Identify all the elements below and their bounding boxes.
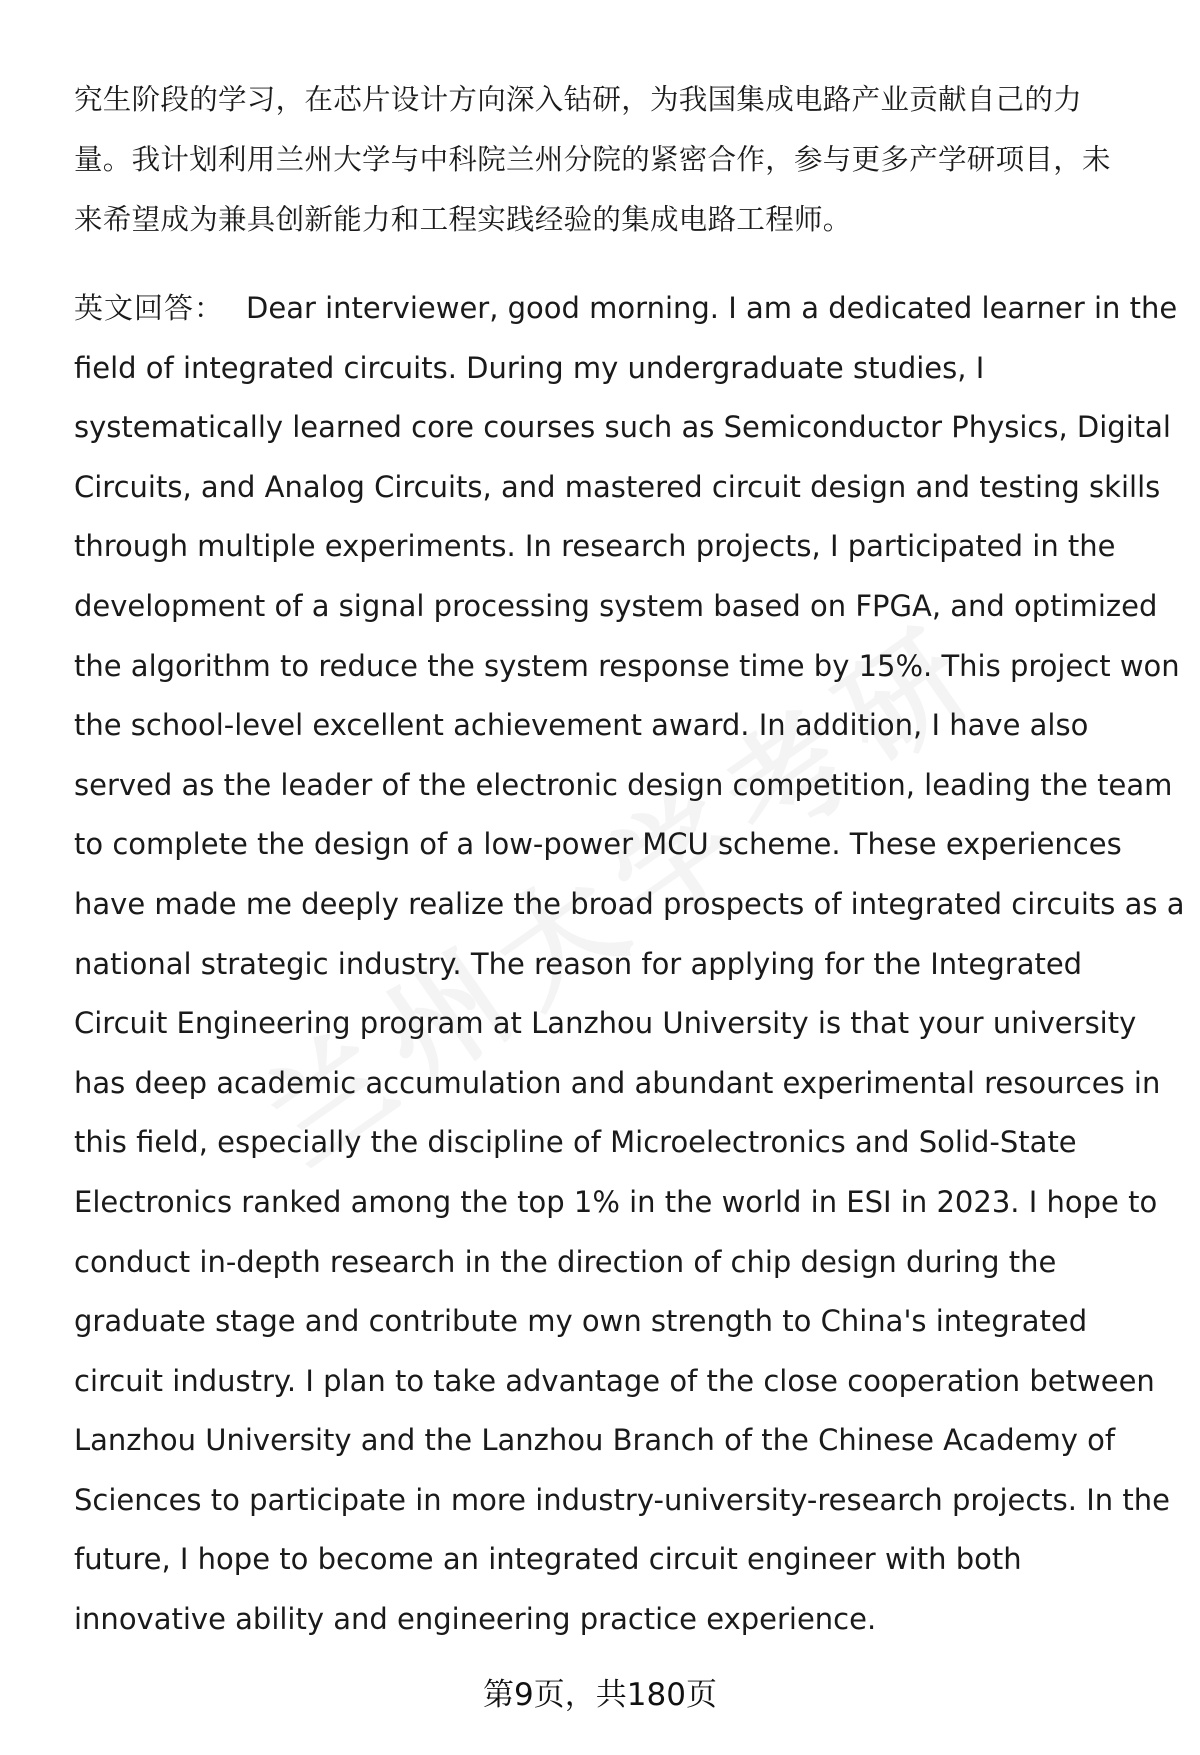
- paragraph-line: the school-level excellent achievement award. In addition, I have also: [74, 708, 1089, 743]
- paragraph-line: field of integrated circuits. During my undergraduate studies, I: [74, 350, 985, 385]
- paragraph-line: [74, 279, 1178, 339]
- paragraph-line: 量。我计划利用兰州大学与中科院兰州分院的紧密合作，参与更多产学研项目，未: [74, 143, 1111, 176]
- paragraph-line: graduate stage and contribute my own strength to China's integrated: [74, 1304, 1088, 1339]
- paragraph-line: 究生阶段的学习，在芯片设计方向深入钻研，为我国集成电路产业贡献自己的力: [74, 83, 1083, 116]
- page-number-footer: 第9页，共180页: [483, 1677, 717, 1713]
- chinese-paragraph: [74, 70, 1154, 250]
- paragraph-line: development of a signal processing system based on FPGA, and optimized: [74, 588, 1158, 623]
- paragraph-line: has deep academic accumulation and abundant experimental resources in: [74, 1065, 1161, 1100]
- paragraph-line: innovative ability and engineering practice experience.: [74, 1602, 877, 1637]
- paragraph-line: Circuit Engineering program at Lanzhou University is that your university: [74, 1006, 1137, 1041]
- paragraph-line-text: Dear interviewer, good morning. I am a dedicated learner in the: [246, 291, 1178, 325]
- paragraph-line: have made me deeply realize the broad prospects of integrated circuits as a: [74, 886, 1185, 921]
- paragraph-line: Sciences to participate in more industry-university-research projects. In the: [74, 1482, 1170, 1517]
- paragraph-line: 来希望成为兼具创新能力和工程实践经验的集成电路工程师。: [74, 203, 852, 236]
- paragraph-line: through multiple experiments. In research projects, I participated in the: [74, 529, 1116, 564]
- english-answer-paragraph: [74, 279, 1185, 1650]
- paragraph-line: to complete the design of a low-power MCU scheme. These experiences: [74, 827, 1122, 862]
- paragraph-line: the algorithm to reduce the system response time by 15%. This project won: [74, 648, 1180, 683]
- paragraph-line: national strategic industry. The reason for applying for the Integrated: [74, 946, 1083, 981]
- paragraph-line: circuit industry. I plan to take advantage of the close cooperation between: [74, 1363, 1155, 1398]
- paragraph-line: Electronics ranked among the top 1% in the world in ESI in 2023. I hope to: [74, 1184, 1158, 1219]
- answer-label: 英文回答：: [74, 291, 225, 325]
- paragraph-line: this field, especially the discipline of Microelectronics and Solid-State: [74, 1125, 1077, 1160]
- paragraph-line: Circuits, and Analog Circuits, and mastered circuit design and testing skills: [74, 469, 1161, 504]
- paragraph-line: future, I hope to become an integrated circuit engineer with both: [74, 1542, 1022, 1577]
- paragraph-line: systematically learned core courses such as Semiconductor Physics, Digital: [74, 410, 1171, 445]
- paragraph-line: conduct in-depth research in the direction of chip design during the: [74, 1244, 1057, 1279]
- paragraph-line: served as the leader of the electronic design competition, leading the team: [74, 767, 1173, 802]
- paragraph-line: Lanzhou University and the Lanzhou Branch of the Chinese Academy of: [74, 1423, 1116, 1458]
